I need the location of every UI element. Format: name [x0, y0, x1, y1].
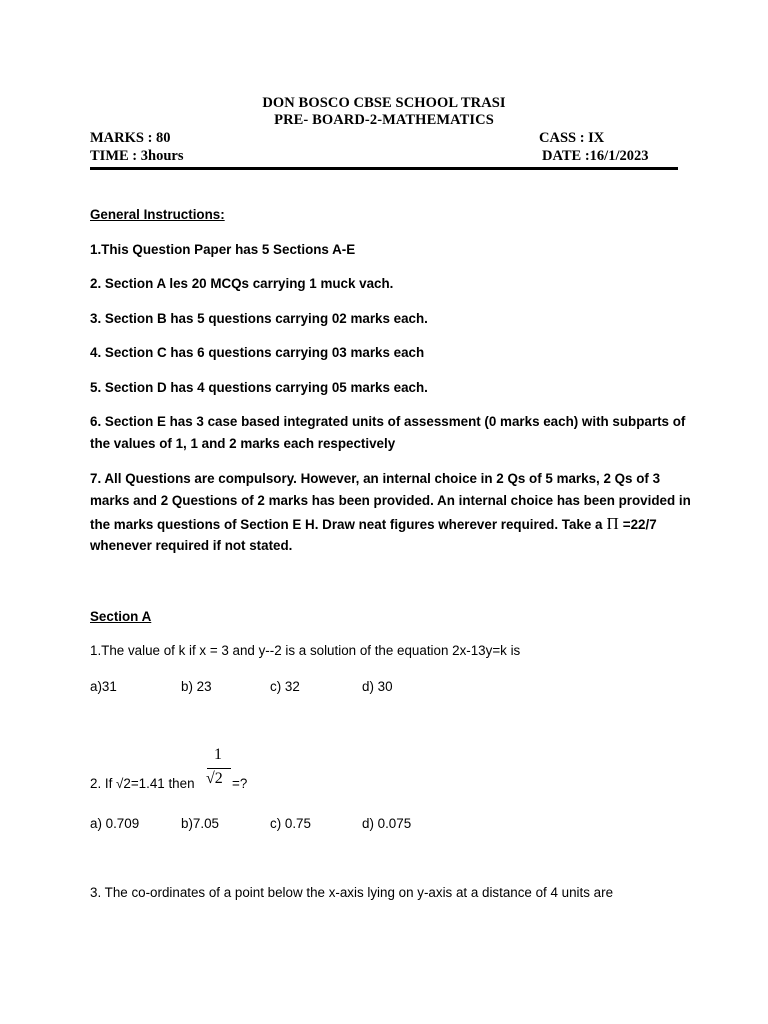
- q2-option-c: c) 0.75: [270, 816, 311, 831]
- instruction-7-line-3-text: the marks questions of Section E H. Draw neat figures wherever required. Take a: [90, 517, 603, 532]
- pi-symbol: Π: [606, 514, 619, 533]
- fraction-one-over-root-two: [205, 746, 231, 794]
- instruction-6-line-2: the values of 1, 1 and 2 marks each respectively: [90, 436, 396, 451]
- class-label: CASS : IX: [539, 130, 605, 146]
- time-label: TIME : 3hours: [90, 148, 184, 164]
- date-label: DATE :16/1/2023: [542, 148, 649, 164]
- school-name: DON BOSCO CBSE SCHOOL TRASI: [262, 95, 506, 111]
- instruction-6-line-1: 6. Section E has 3 case based integrated units of assessment (0 marks each) with subparts of: [90, 414, 686, 429]
- instruction-7-line-4: whenever required if not stated.: [90, 538, 293, 553]
- q1-option-d: d) 30: [362, 679, 393, 694]
- fraction-numerator: 1: [214, 746, 222, 763]
- instructions-heading: General Instructions:: [90, 207, 225, 222]
- instruction-5: 5. Section D has 4 questions carrying 05 marks each.: [90, 380, 428, 395]
- header-divider: [90, 167, 678, 170]
- instruction-3: 3. Section B has 5 questions carrying 02 marks each.: [90, 311, 428, 326]
- instruction-7-line-2: marks and 2 Questions of 2 marks has been provided. An internal choice has been provided in: [90, 493, 691, 508]
- marks-label: MARKS : 80: [90, 130, 171, 146]
- instruction-4: 4. Section C has 6 questions carrying 03 marks each: [90, 345, 425, 360]
- question-3: 3. The co-ordinates of a point below the x-axis lying on y-axis at a distance of 4 units are: [90, 885, 614, 900]
- q1-option-c: c) 32: [270, 679, 300, 694]
- fraction-bar: [207, 768, 231, 769]
- q2-option-a: a) 0.709: [90, 816, 140, 831]
- instruction-1: 1.This Question Paper has 5 Sections A-E: [90, 242, 356, 257]
- q2-option-b: b)7.05: [181, 816, 219, 831]
- q2-option-d: d) 0.075: [362, 816, 412, 831]
- instruction-7-line-3: [90, 514, 657, 534]
- q1-option-a: a)31: [90, 679, 117, 694]
- section-a-heading: Section A: [90, 609, 152, 624]
- instruction-7-line-1: 7. All Questions are compulsory. However, an internal choice in 2 Qs of 5 marks, 2 Qs of 3: [90, 471, 661, 486]
- question-1: 1.The value of k if x = 3 and y--2 is a solution of the equation 2x-13y=k is: [90, 643, 521, 658]
- fraction-denominator: √2: [206, 770, 223, 787]
- instruction-2: 2. Section A les 20 MCQs carrying 1 muck vach.: [90, 276, 394, 291]
- question-2-suffix: =?: [232, 776, 248, 791]
- exam-title: PRE- BOARD-2-MATHEMATICS: [274, 112, 494, 128]
- pi-value: =22/7: [622, 517, 657, 532]
- q1-option-b: b) 23: [181, 679, 212, 694]
- question-2-prefix: 2. If √2=1.41 then: [90, 776, 195, 791]
